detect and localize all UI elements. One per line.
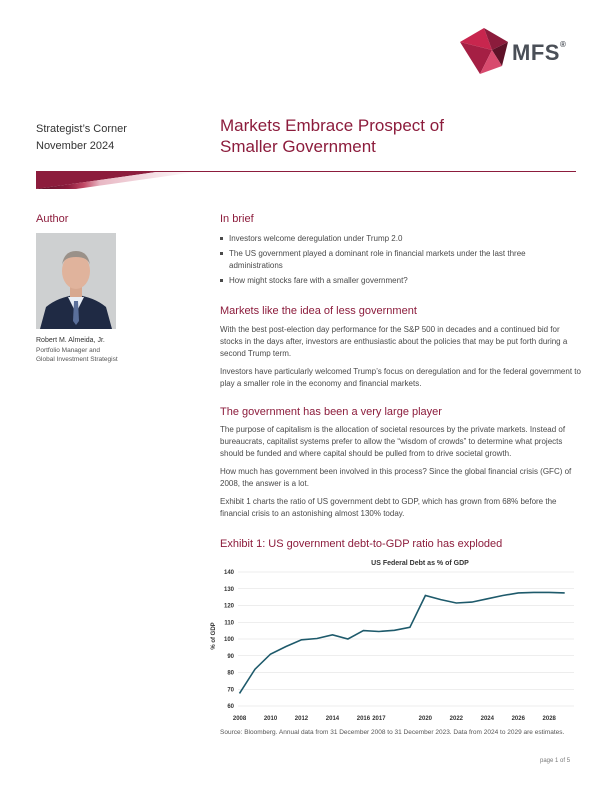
series-line (240, 592, 565, 693)
y-tick-label: 70 (227, 687, 234, 694)
x-tick-label: 2022 (449, 716, 464, 722)
in-brief (220, 213, 582, 290)
x-tick-label: 2026 (511, 716, 525, 722)
author-name: Robert M. Almeida, Jr. (36, 337, 105, 344)
paragraph: Investors have particularly welcomed Trump’s focus on deregulation and for the federal government to play a smaller role in the economy and financial markets. (220, 367, 581, 388)
in-brief-list (220, 233, 582, 287)
x-tick-label: 2016 (356, 716, 371, 722)
chart-title: US Federal Debt as % of GDP (371, 560, 469, 567)
x-tick-label: 2020 (418, 716, 433, 722)
author-role: Portfolio Manager and Global Investment Strategist (36, 347, 118, 363)
publication-date: November 2024 (36, 140, 115, 152)
mfs-logo-mark (458, 26, 514, 78)
y-tick-label: 100 (223, 637, 234, 644)
x-tick-label: 2010 (263, 716, 278, 722)
y-tick-label: 80 (227, 670, 234, 677)
x-tick-label: 2014 (325, 716, 340, 722)
header-band (36, 171, 576, 189)
y-tick-label: 60 (227, 704, 234, 711)
list-item: Investors welcome deregulation under Trump 2.0 (220, 233, 582, 245)
y-tick-label: 130 (223, 586, 234, 593)
section-heading: The government has been a very large player (220, 406, 442, 418)
paragraph: Exhibit 1 charts the ratio of US government debt to GDP, which has grown from 68% before the financial crisis to an astonishing almost 130% today. (220, 497, 557, 518)
y-tick-label: 120 (223, 603, 234, 610)
y-tick-label: 110 (224, 620, 234, 627)
author-photo (36, 233, 116, 329)
section-government (220, 406, 582, 520)
debt-to-gdp-chart (206, 554, 586, 732)
y-tick-label: 90 (227, 653, 234, 660)
y-tick-label: 140 (223, 570, 234, 577)
paragraph: How much has government been involved in this process? Since the global financial crisis (GFC) of 2008, the answer is a lot. (220, 467, 572, 488)
logo-text: MFS® (512, 40, 567, 65)
list-item: How might stocks fare with a smaller government? (220, 275, 582, 287)
paragraph: The purpose of capitalism is the allocation of societal resources by the private markets. Instead of bureaucrats, capitalist systems prefer to allow the “wisdom of crowds” to determine what projects should be funded and where capital should be pulled from to drive societal growth. (220, 425, 566, 458)
author-heading: Author (36, 213, 69, 225)
list-item: The US government played a dominant role in financial markets under the last three administrations (220, 248, 582, 272)
exhibit (220, 538, 582, 550)
page-number: page 1 of 5 (540, 758, 571, 764)
exhibit-heading: Exhibit 1: US government debt-to-GDP ratio has exploded (220, 538, 503, 550)
series-label: Strategist’s Corner (36, 123, 127, 135)
section-markets (220, 305, 582, 390)
page-title: Markets Embrace Prospect of Smaller Government (220, 116, 444, 156)
exhibit-source: Source: Bloomberg. Annual data from 31 December 2008 to 31 December 2023. Data from 2024 to 2029 are estimates. (220, 729, 565, 736)
x-tick-label: 2012 (294, 716, 309, 722)
x-tick-label: 2017 (372, 716, 386, 722)
paragraph: With the best post-election day performance for the S&P 500 in decades and a continued bid for stocks in the days after, investors are enthusiastic about the policies that may be put forth during a second Trump term. (220, 325, 568, 358)
section-heading: Markets like the idea of less government (220, 305, 417, 317)
x-tick-label: 2028 (542, 716, 556, 722)
x-tick-label: 2024 (480, 716, 494, 722)
y-axis-label: % of GDP (211, 622, 217, 650)
x-tick-label: 2008 (232, 716, 247, 722)
in-brief-heading: In brief (220, 213, 254, 225)
